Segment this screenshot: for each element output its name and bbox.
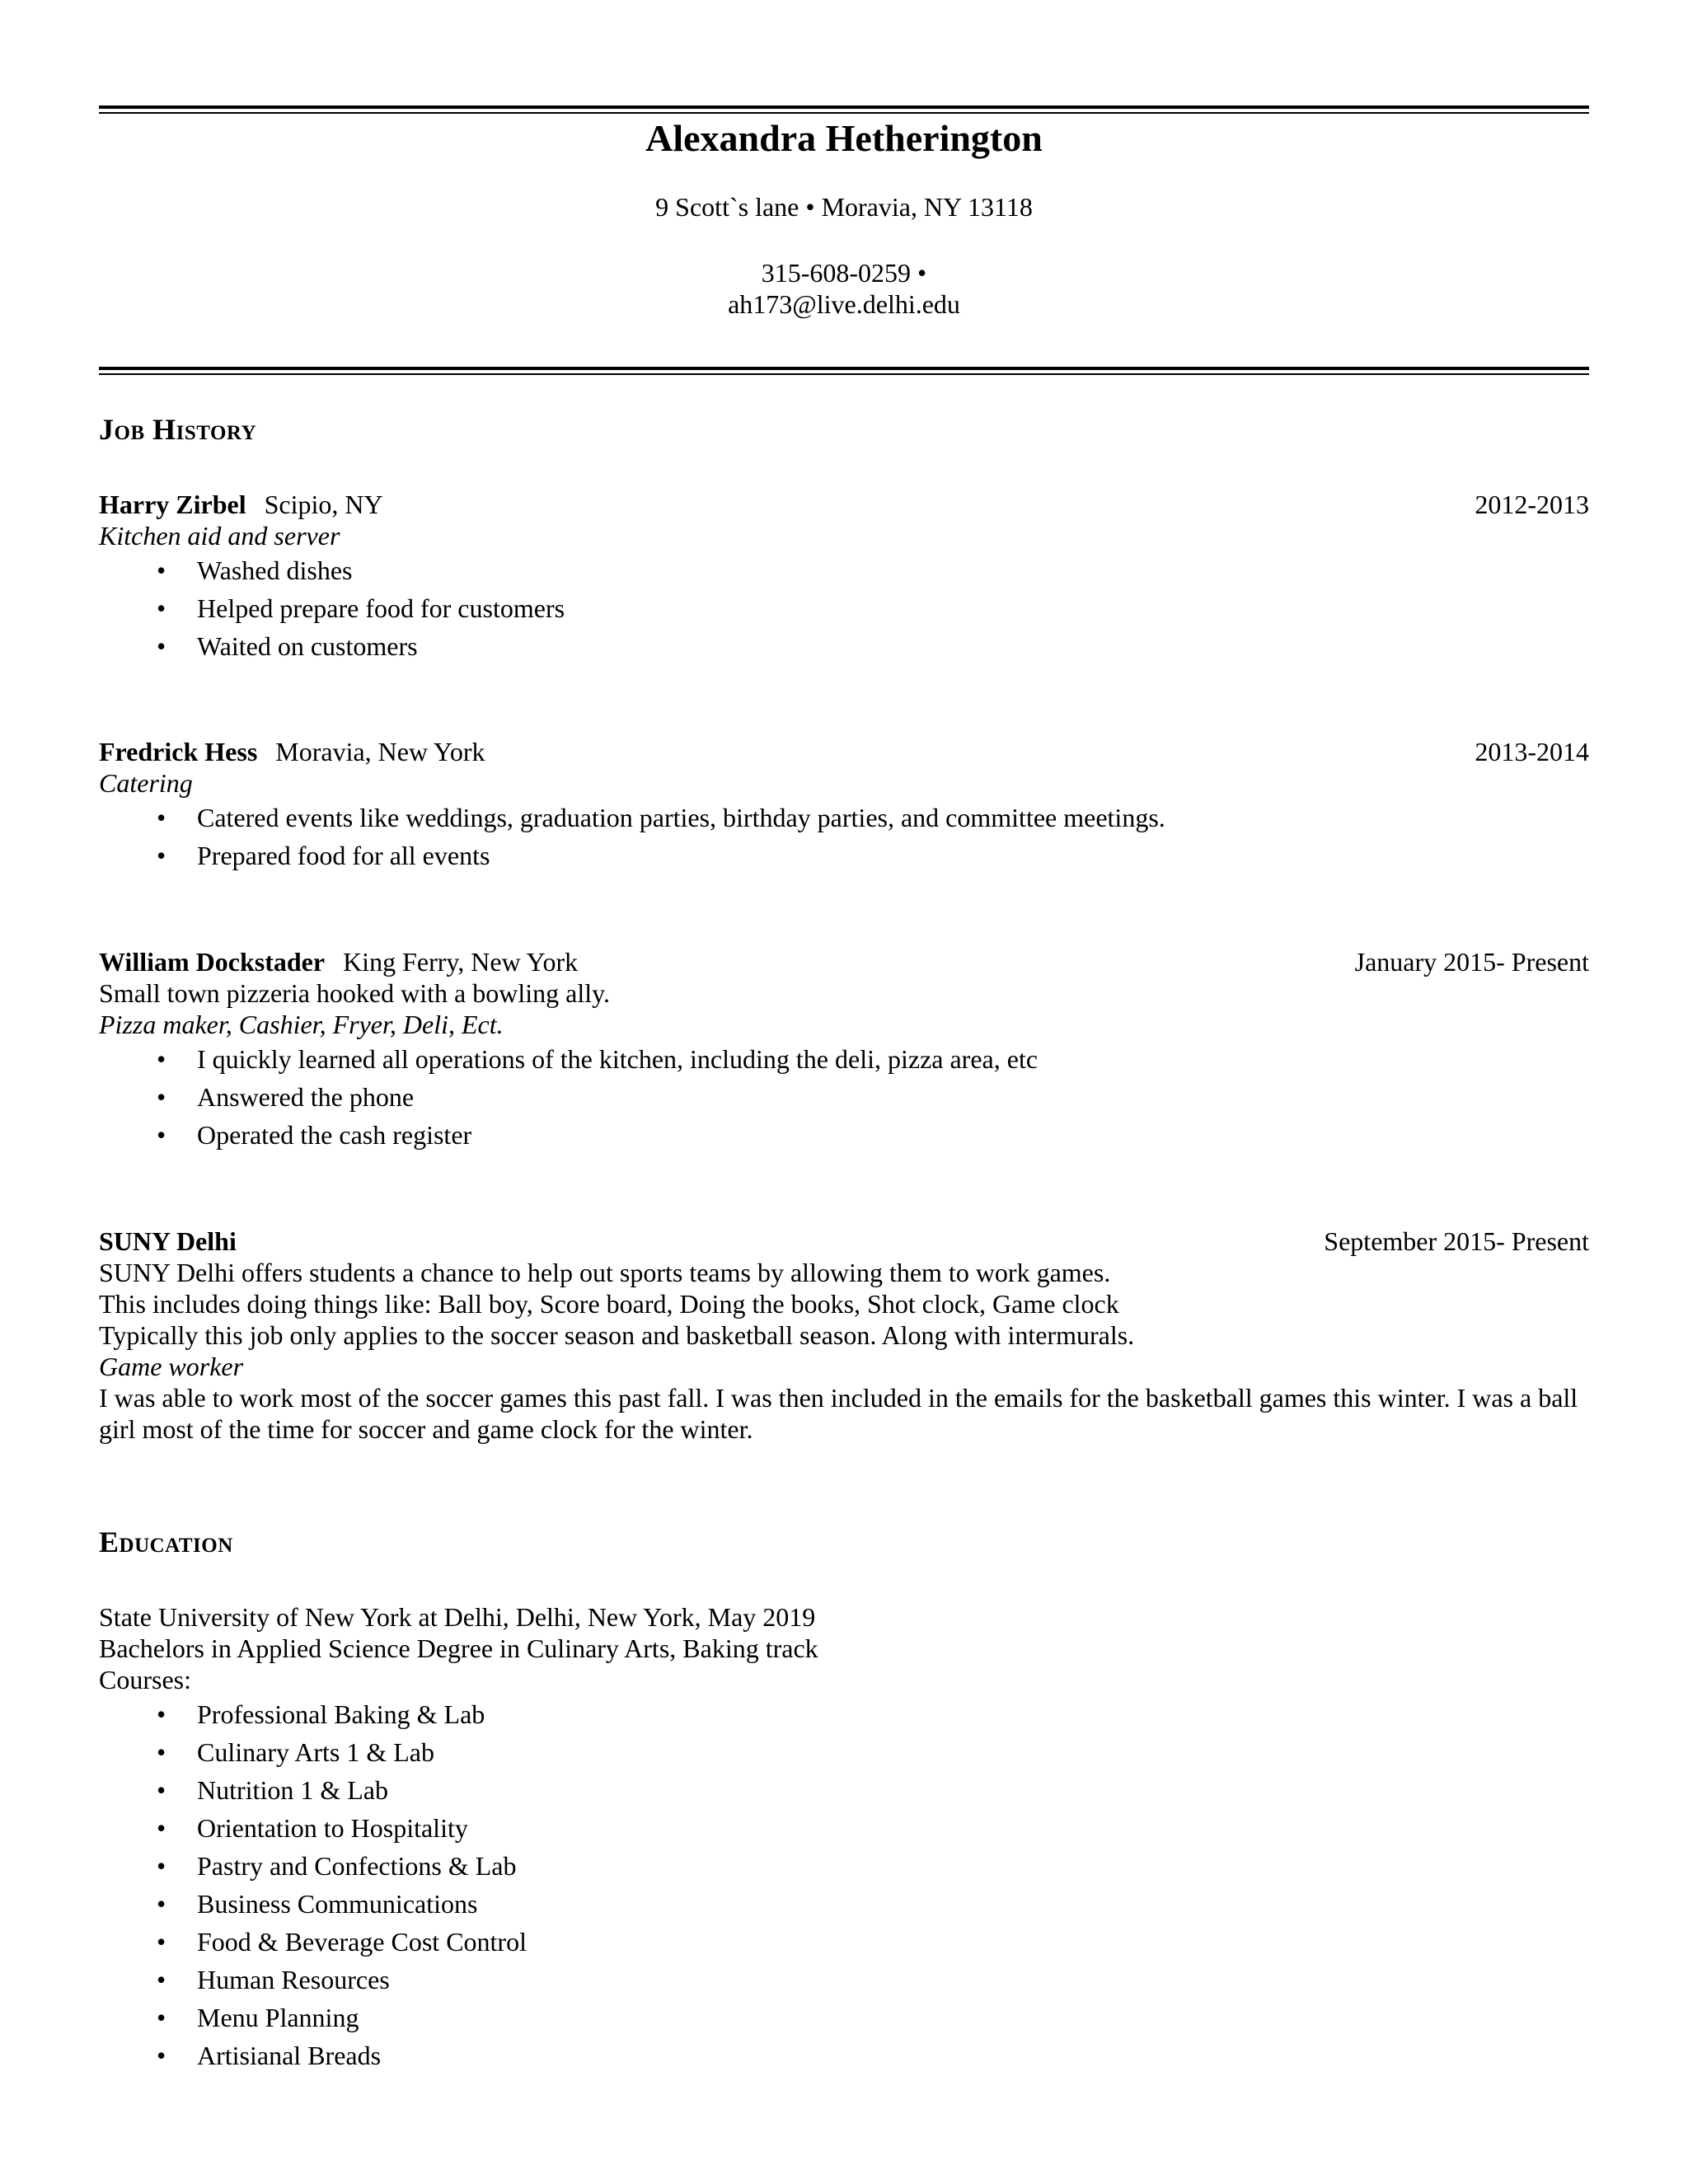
education-degree: Bachelors in Applied Science Degree in Culinary Arts, Baking track: [99, 1633, 818, 1663]
list-item: [99, 1809, 1589, 1847]
job-location: Scipio, NY: [264, 490, 383, 519]
bullet-text: Operated the cash register: [197, 1120, 472, 1150]
bullet-icon: •: [157, 1737, 166, 1767]
bullet-icon: •: [157, 593, 166, 623]
course-name: Nutrition 1 & Lab: [197, 1775, 388, 1805]
list-item: [99, 1040, 1589, 1078]
job-dates: 2013-2014: [1475, 737, 1589, 766]
candidate-email: ah173@live.delhi.edu: [728, 289, 960, 319]
courses-label: Courses:: [99, 1665, 191, 1694]
course-name: Culinary Arts 1 & Lab: [197, 1737, 434, 1767]
job-title: Pizza maker, Cashier, Fryer, Deli, Ect.: [99, 1010, 504, 1039]
job-employer: William Dockstader: [99, 947, 326, 977]
bullet-icon: •: [157, 1813, 166, 1843]
bullet-text: I quickly learned all operations of the kitchen, including the deli, pizza area, etc: [197, 1044, 1039, 1074]
list-item: [99, 1733, 1589, 1771]
candidate-phone: 315-608-0259 •: [761, 258, 927, 288]
header-bottom-rule: [99, 367, 1589, 375]
job-bullets: [99, 799, 1589, 874]
job-title: Game worker: [99, 1352, 244, 1381]
job-employer: Harry Zirbel: [99, 490, 246, 519]
bullet-icon: •: [157, 803, 166, 832]
job-description-line: SUNY Delhi offers students a chance to help out sports teams by allowing them to work games.: [99, 1258, 1111, 1287]
bullet-icon: •: [157, 1699, 166, 1729]
bullet-icon: •: [157, 631, 166, 661]
job-entry: [99, 489, 1589, 665]
job-bullets: [99, 551, 1589, 665]
course-name: Pastry and Confections & Lab: [197, 1851, 517, 1881]
list-item: [99, 1999, 1589, 2036]
job-history-heading: Job History: [99, 413, 257, 446]
job-header: [99, 1226, 1589, 1257]
job-description-line: Typically this job only applies to the soccer season and basketball season. Along with intermurals.: [99, 1320, 1135, 1350]
list-item: [99, 1116, 1589, 1154]
bullet-icon: •: [157, 1775, 166, 1805]
course-list: [99, 1695, 1589, 2074]
bullet-icon: •: [157, 555, 166, 585]
bullet-icon: •: [157, 1082, 166, 1112]
bullet-text: Prepared food for all events: [197, 841, 490, 870]
list-item: [99, 799, 1589, 837]
bullet-text: Helped prepare food for customers: [197, 593, 565, 623]
job-employer: Fredrick Hess: [99, 737, 258, 766]
candidate-address: 9 Scott`s lane • Moravia, NY 13118: [655, 192, 1033, 222]
list-item: [99, 2036, 1589, 2074]
bullet-icon: •: [157, 1851, 166, 1881]
job-dates: 2012-2013: [1475, 490, 1589, 519]
job-header: [99, 946, 1589, 977]
job-location: Moravia, New York: [275, 737, 485, 766]
list-item: [99, 837, 1589, 874]
education-entry: [99, 1601, 1589, 2074]
bullet-text: Answered the phone: [197, 1082, 415, 1112]
job-entry: [99, 736, 1589, 874]
job-dates: September 2015- Present: [1324, 1226, 1589, 1256]
bullet-icon: •: [157, 2041, 166, 2070]
list-item: [99, 551, 1589, 589]
bullet-icon: •: [157, 1965, 166, 1994]
course-name: Human Resources: [197, 1965, 390, 1994]
job-details: I was able to work most of the soccer games this past fall. I was then included in the emails for the basketball games this winter. I was a ball girl most of the time for soccer and game clock for the winter.: [99, 1383, 1578, 1444]
list-item: [99, 1961, 1589, 1999]
course-name: Business Communications: [197, 1889, 478, 1919]
course-name: Orientation to Hospitality: [197, 1813, 468, 1843]
job-entry: [99, 946, 1589, 1154]
job-bullets: [99, 1040, 1589, 1154]
job-title: Kitchen aid and server: [99, 521, 340, 551]
bullet-icon: •: [157, 2003, 166, 2032]
list-item: [99, 589, 1589, 627]
bullet-icon: •: [157, 1044, 166, 1074]
list-item: [99, 627, 1589, 665]
course-name: Artisianal Breads: [197, 2041, 382, 2070]
bullet-text: Catered events like weddings, graduation parties, birthday parties, and committee meetings.: [197, 803, 1165, 832]
header-top-rule: [99, 105, 1589, 114]
resume-header: [99, 115, 1589, 320]
bullet-icon: •: [157, 1927, 166, 1957]
education-heading: Education: [99, 1526, 233, 1558]
job-header: [99, 736, 1589, 767]
list-item: [99, 1078, 1589, 1116]
job-description: Small town pizzeria hooked with a bowling ally.: [99, 978, 611, 1008]
list-item: [99, 1847, 1589, 1885]
bullet-icon: •: [157, 1889, 166, 1919]
bullet-icon: •: [157, 841, 166, 870]
job-dates: January 2015- Present: [1354, 947, 1589, 977]
list-item: [99, 1885, 1589, 1923]
course-name: Food & Beverage Cost Control: [197, 1927, 527, 1957]
list-item: [99, 1695, 1589, 1733]
candidate-name: Alexandra Hetherington: [645, 117, 1043, 159]
education-school: State University of New York at Delhi, Delhi, New York, May 2019: [99, 1602, 816, 1632]
job-location: King Ferry, New York: [343, 947, 579, 977]
job-employer: SUNY Delhi: [99, 1226, 237, 1256]
job-entry: [99, 1226, 1589, 1445]
list-item: [99, 1923, 1589, 1961]
bullet-text: Waited on customers: [197, 631, 418, 661]
job-header: [99, 489, 1589, 520]
course-name: Professional Baking & Lab: [197, 1699, 485, 1729]
job-title: Catering: [99, 768, 193, 798]
list-item: [99, 1771, 1589, 1809]
bullet-icon: •: [157, 1120, 166, 1150]
job-description-line: This includes doing things like: Ball boy, Score board, Doing the books, Shot clock, Game clock: [99, 1289, 1119, 1319]
bullet-text: Washed dishes: [197, 555, 353, 585]
course-name: Menu Planning: [197, 2003, 359, 2032]
